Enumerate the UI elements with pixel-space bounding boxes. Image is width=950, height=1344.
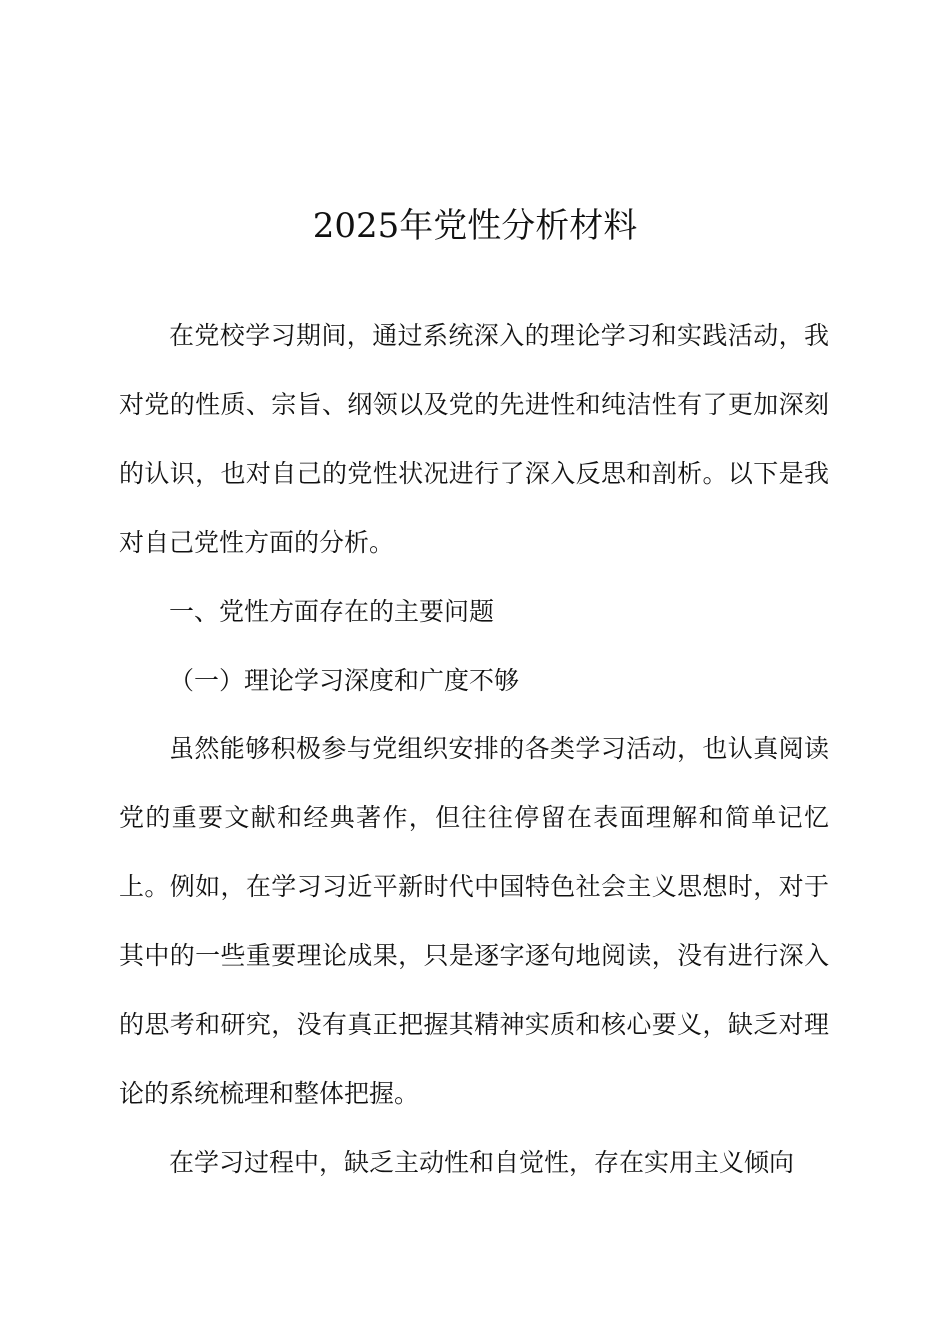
document-title: 2025年党性分析材料 <box>312 206 638 246</box>
document-body <box>119 302 829 1198</box>
body-paragraph: 虽然能够积极参与党组织安排的各类学习活动，也认真阅读党的重要文献和经典著作，但往往停留在表面理解和简单记忆上。例如，在学习习近平新时代中国特色社会主义思想时，对于其中的一些重要理论成果，只是逐字逐句地阅读，没有进行深入的思考和研究，没有真正把握其精神实质和核心要义，缺乏对理论的系统梳理和整体把握。 <box>119 734 829 1108</box>
subsection-heading: （一）理论学习深度和广度不够 <box>169 665 520 695</box>
body-paragraph: 在学习过程中，缺乏主动性和自觉性，存在实用主义倾向 <box>169 1147 795 1177</box>
body-paragraph: 在党校学习期间，通过系统深入的理论学习和实践活动，我对党的性质、宗旨、纲领以及党的先进性和纯洁性有了更加深刻的认识，也对自己的党性状况进行了深入反思和剖析。以下是我对自己党性方面的分析。 <box>119 321 829 557</box>
section-heading: 一、党性方面存在的主要问题 <box>169 596 495 626</box>
